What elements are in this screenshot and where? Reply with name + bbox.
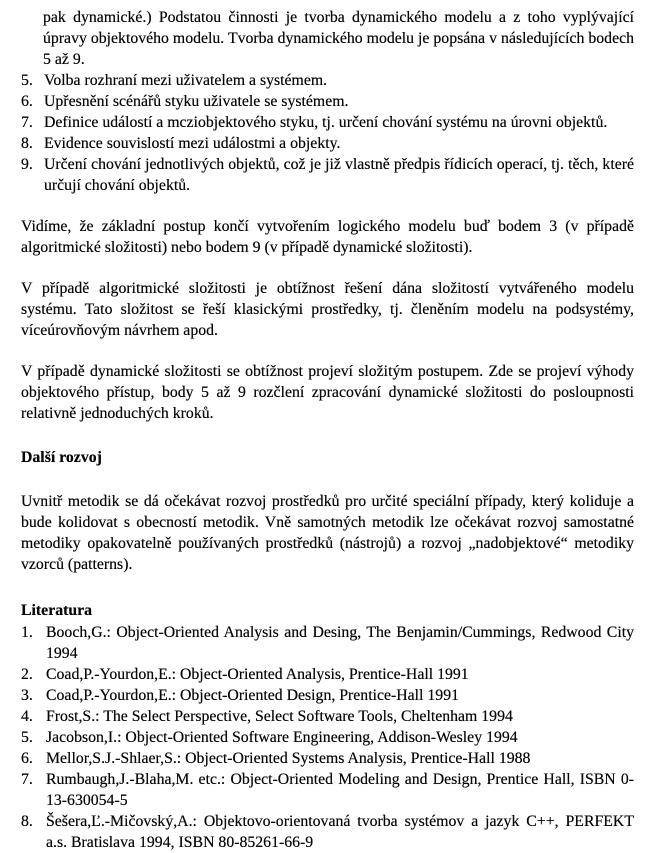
reference-number: 1. [21,624,33,641]
reference-text: Mellor,S.J.-Shlaer,S.: Object-Oriented Systems Analysis, Prentice-Hall 1988 [46,750,531,767]
body-paragraph: Vidíme, že základní postup končí vytvořením logického modelu buď bodem 3 (v případě algoritmické složitosti) nebo bodem 9 (v případě dynamické složitosti). [21,218,634,256]
section-paragraph: Uvnitř metodik se dá očekávat rozvoj prostředků pro určité speciální případy, který koliduje a bude kolidovat s obecností metodik. Vně samotných metodik lze očekávat rozvoj samostatné metodiky opakovatelně používaných prostředků (nástrojů) a rozvoj „nadobjektové“ metodiky vzorců (patterns). [21,493,634,573]
reference-number: 5. [21,729,33,746]
numbered-step [21,112,634,133]
numbered-step [21,91,634,112]
reference-number: 3. [21,687,33,704]
reference-text: Coad,P.-Yourdon,E.: Object-Oriented Design, Prentice-Hall 1991 [46,687,459,704]
reference-item [21,748,634,769]
numbered-step-list [21,70,634,196]
reference-item [21,706,634,727]
reference-number: 7. [21,771,33,788]
body-paragraph: V případě dynamické složitosti se obtížnost projeví složitým postupem. Zde se projeví výhody objektového přístup, body 5 až 9 rozčlení zpracování dynamické složitosti do posloupnosti relativně jednoduchých kroků. [21,363,634,422]
step-text: Určení chování jednotlivých objektů, což je již vlastně předpis řídicích operací, tj. těch, které určují chování objektů. [44,156,634,194]
reference-item [21,769,634,811]
reference-item [21,685,634,706]
numbered-step [21,133,634,154]
reference-text: Rumbaugh,J.-Blaha,M. etc.: Object-Oriented Modeling and Design, Prentice Hall, ISBN 0-13-630054-5 [46,771,634,809]
section-heading-literatura: Literatura [21,602,93,619]
reference-item [21,664,634,685]
reference-text: Jacobson,I.: Object-Oriented Software Engineering, Addison-Wesley 1994 [46,729,518,746]
reference-number: 2. [21,666,33,683]
step-text: Upřesnění scénářů styku uživatele se systémem. [44,93,349,110]
step-number: 7. [21,114,33,131]
step-number: 8. [21,135,33,152]
reference-text: Šešera,Ľ.-Mičovský,A.: Objektovo-orientovaná tvorba systémov a jazyk C++, PERFEKT a.s. Bratislava 1994, ISBN 80-85261-66-9 [46,813,634,851]
reference-list [21,622,634,853]
step-text: Evidence souvislostí mezi událostmi a objekty. [44,135,341,152]
step-number: 5. [21,72,33,89]
section-heading-dalsi-rozvoj: Další rozvoj [21,449,102,466]
step-number: 6. [21,93,33,110]
reference-text: Coad,P.-Yourdon,E.: Object-Oriented Analysis, Prentice-Hall 1991 [46,666,469,683]
intro-paragraph: pak dynamické.) Podstatou činnosti je tvorba dynamického modelu a z toho vyplývající úpravy objektového modelu. Tvorba dynamického modelu je popsána v následujících bodech 5 až 9. [43,9,634,68]
reference-number: 6. [21,750,33,767]
reference-item [21,622,634,664]
numbered-step [21,154,634,196]
reference-text: Booch,G.: Object-Oriented Analysis and Desing, The Benjamin/Cummings, Redwood City 1994 [46,624,634,662]
step-text: Definice událostí a mcziobjektového styku, tj. určení chování systému na úrovni objektů. [44,114,608,131]
body-paragraph: V případě algoritmické složitosti je obtížnost řešení dána složitostí vytvářeného modelu systému. Tato složitost se řeší klasickými prostředky, tj. členěním modelu na podsystémy, víceúrovňovým návrhem apod. [21,280,634,339]
reference-number: 8. [21,813,33,830]
numbered-step [21,70,634,91]
reference-item [21,811,634,853]
reference-item [21,727,634,748]
step-text: Volba rozhraní mezi uživatelem a systémem. [44,72,328,89]
reference-text: Frost,S.: The Select Perspective, Select Software Tools, Cheltenham 1994 [46,708,513,725]
reference-number: 4. [21,708,33,725]
step-number: 9. [21,156,33,173]
